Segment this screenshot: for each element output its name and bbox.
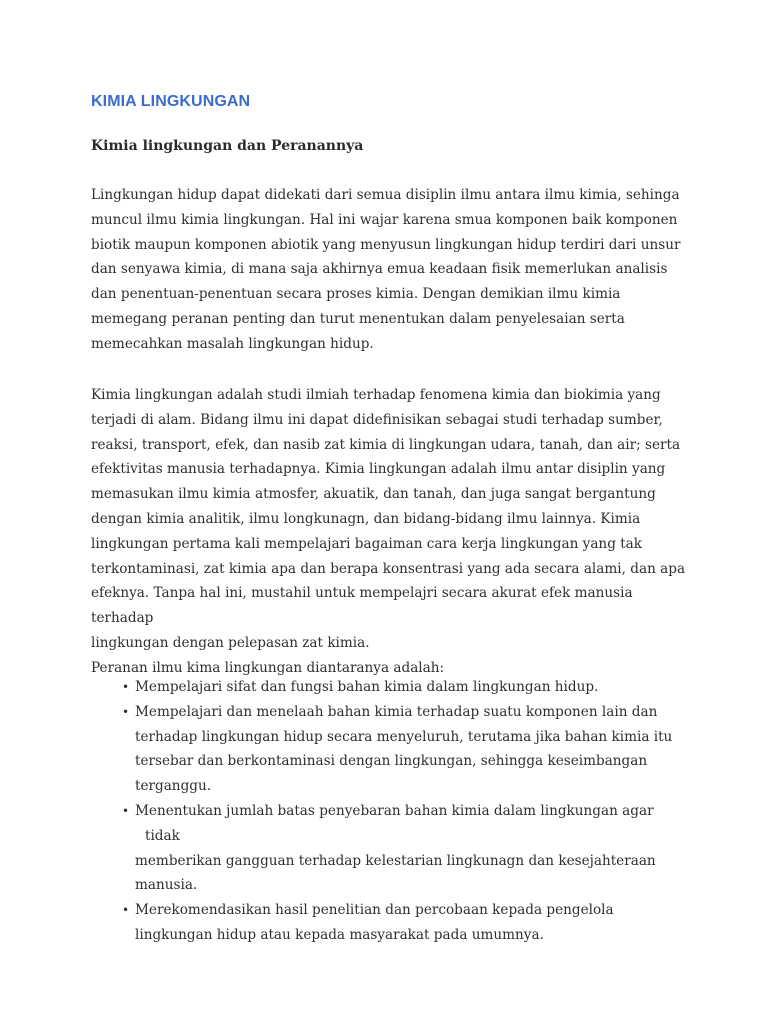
list-item-line: Mempelajari dan menelaah bahan kimia terhadap suatu komponen lain dan [135, 703, 658, 720]
paragraph-intro [91, 183, 691, 357]
paragraph-line: efektivitas manusia terhadapnya. Kimia lingkungan adalah ilmu antar disiplin yang [91, 461, 666, 478]
list-item-line: Menentukan jumlah batas penyebaran bahan kimia dalam lingkungan agar tidak [135, 802, 654, 844]
list-item-line: terhadap lingkungan hidup secara menyeluruh, terutama jika bahan kimia itu [135, 728, 673, 745]
list-item-line: lingkungan hidup atau kepada masyarakat pada umumnya. [135, 926, 544, 943]
list-item [91, 675, 691, 700]
roles-list [91, 675, 691, 948]
paragraph-line: Kimia lingkungan adalah studi ilmiah terhadap fenomena kimia dan biokimia yang [91, 387, 661, 403]
paragraph-line: biotik maupun komponen abiotik yang menyusun lingkungan hidup terdiri dari unsur [91, 236, 681, 253]
list-item-line: memberikan gangguan terhadap kelestarian lingkunagn dan kesejahteraan [135, 852, 656, 869]
bullet-icon: • [122, 803, 130, 818]
paragraph-definition [91, 383, 691, 681]
list-item [91, 898, 691, 948]
paragraph-line: memegang peranan penting dan turut menentukan dalam penyelesaian serta [91, 310, 625, 327]
list-item-line: terganggu. [135, 778, 212, 795]
document-page [91, 90, 691, 943]
document-subtitle: Kimia lingkungan dan Peranannya [91, 138, 364, 154]
list-item-line: tersebar dan berkontaminasi dengan lingkungan, sehingga keseimbangan [135, 753, 648, 770]
paragraph-line: lingkungan pertama kali mempelajari bagaiman cara kerja lingkungan yang tak [91, 535, 643, 552]
paragraph-line: efeknya. Tanpa hal ini, mustahil untuk mempelajri secara akurat efek manusia terhadap [91, 585, 633, 627]
list-item-line: Merekomendasikan hasil penelitian dan percobaan kepada pengelola [135, 902, 614, 919]
paragraph-line: terkontaminasi, zat kimia apa dan berapa konsentrasi yang ada secara alami, dan apa [91, 560, 686, 577]
list-item-line: manusia. [135, 877, 198, 894]
paragraph-line: terjadi di alam. Bidang ilmu ini dapat didefinisikan sebagai studi terhadap sumber, [91, 411, 663, 428]
bullet-icon: • [122, 903, 130, 918]
document-title: KIMIA LINGKUNGAN [91, 93, 251, 110]
paragraph-line: memasukan ilmu kimia atmosfer, akuatik, dan tanah, dan juga sangat bergantung [91, 486, 656, 503]
list-item [91, 799, 691, 898]
paragraph-line: lingkungan dengan pelepasan zat kimia. [91, 634, 370, 651]
paragraph-line: Lingkungan hidup dapat didekati dari semua disiplin ilmu antara ilmu kimia, sehinga [91, 187, 680, 203]
paragraph-line: muncul ilmu kimia lingkungan. Hal ini wajar karena smua komponen baik komponen [91, 211, 678, 228]
list-item [91, 700, 691, 799]
paragraph-line: dan senyawa kimia, di mana saja akhirnya emua keadaan fisik memerlukan analisis [91, 261, 668, 278]
paragraph-line: reaksi, transport, efek, dan nasib zat kimia di lingkungan udara, tanah, dan air; serta [91, 436, 681, 453]
paragraph-line-list-intro: Peranan ilmu kima lingkungan diantaranya adalah: [91, 659, 445, 676]
paragraph-line: dengan kimia analitik, ilmu longkunagn, dan bidang-bidang ilmu lainnya. Kimia [91, 510, 641, 527]
bullet-icon: • [122, 704, 130, 719]
bullet-icon: • [122, 680, 130, 694]
paragraph-line: memecahkan masalah lingkungan hidup. [91, 335, 374, 352]
list-item-line: Mempelajari sifat dan fungsi bahan kimia dalam lingkungan hidup. [135, 679, 599, 695]
paragraph-line: dan penentuan-penentuan secara proses kimia. Dengan demikian ilmu kimia [91, 286, 621, 303]
